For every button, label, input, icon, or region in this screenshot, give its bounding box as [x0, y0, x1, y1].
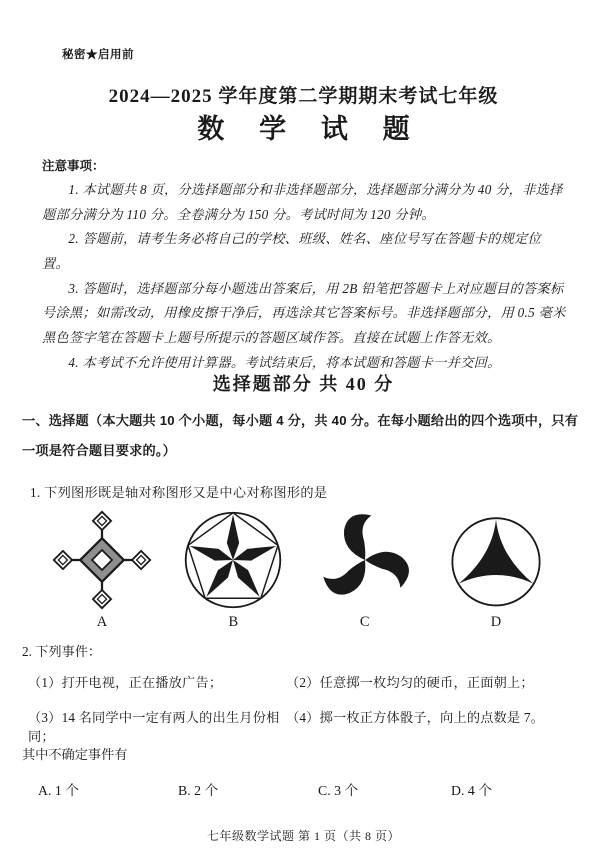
- option-d: D. 4 个: [451, 783, 493, 798]
- question2-stem: 2. 下列事件：: [22, 644, 102, 659]
- question1-stem: 1. 下列图形既是轴对称图形又是中心对称图形的是: [30, 485, 328, 500]
- figure-label-d: D: [490, 614, 502, 630]
- figure-label-b: B: [228, 614, 239, 630]
- page-footer: 七年级数学试题 第 1 页（共 8 页）: [206, 829, 400, 843]
- figure-option-d: [444, 508, 548, 631]
- question2-options-row: [38, 779, 550, 799]
- notices-heading: 注意事项：: [42, 159, 105, 173]
- section-intro: 一、选择题（本大题共 10 个小题，每小题 4 分，共 40 分。在每小题给出的四个选项中，只有一项是符合题目要求的。）: [22, 413, 579, 458]
- figure-label-c: C: [359, 614, 370, 630]
- exam-title-line2: 数 学 试 题: [197, 114, 424, 144]
- question2-stem-end: 其中不确定事件有: [22, 747, 128, 762]
- section-heading: 选择题部分 共 40 分: [212, 374, 395, 394]
- event-item-3: （3）14 名同学中一定有两人的出生月份相同；: [28, 710, 280, 744]
- question2-events: [28, 672, 584, 745]
- five-petal-star-in-circle-icon: [183, 508, 283, 612]
- figure-label-a: A: [96, 614, 108, 630]
- figure-option-a: [50, 508, 154, 631]
- option-c: C. 3 个: [318, 783, 359, 798]
- notice-item-2: 2. 答题前，请考生务必将自己的学校、班级、姓名、座位号写在答题卡的规定位置。: [42, 231, 542, 272]
- notice-item-4: 4. 本考试不允许使用计算器。考试结束后，将本试题和答题卡一并交回。: [68, 354, 501, 370]
- event-item-4: （4）掷一枚正方体骰子，向上的点数是 7。: [286, 710, 545, 725]
- event-item-1: （1）打开电视，正在播放广告；: [28, 675, 223, 690]
- notices-block: [42, 156, 568, 376]
- figure-option-c: [313, 508, 417, 631]
- classification-label: 秘密★启用前: [62, 49, 134, 61]
- question1-figures-row: [50, 508, 548, 631]
- figure-option-b: [181, 508, 285, 631]
- notice-item-1: 1. 本试题共 8 页，分选择题部分和非选择题部分，选择题部分满分为 40 分，非选择题部分满分为 110 分。全卷满分为 150 分。考试时间为 120 分钟。: [42, 182, 563, 222]
- three-blade-pinwheel-icon: [315, 508, 415, 612]
- exam-title-line1: 2024—2025 学年度第二学期期末考试七年级: [108, 86, 499, 107]
- option-b: B. 2 个: [178, 783, 219, 798]
- option-a: A. 1 个: [38, 783, 80, 798]
- diamond-pinwheel-icon: [52, 508, 152, 612]
- three-point-star-in-circle-icon: [446, 508, 546, 612]
- notice-item-3: 3. 答题时，选择题部分每小题选出答案后，用 2B 铅笔把答题卡上对应题目的答案标号涂黑；如需改动，用橡皮擦干净后，再选涂其它答案标号。非选择题部分，用 0.5 毫米黑色签字笔在答题卡上题号所提示的答题区域作答。直接在试题上作答无效。: [42, 280, 566, 346]
- event-item-2: （2）任意掷一枚均匀的硬币，正面朝上；: [286, 675, 534, 690]
